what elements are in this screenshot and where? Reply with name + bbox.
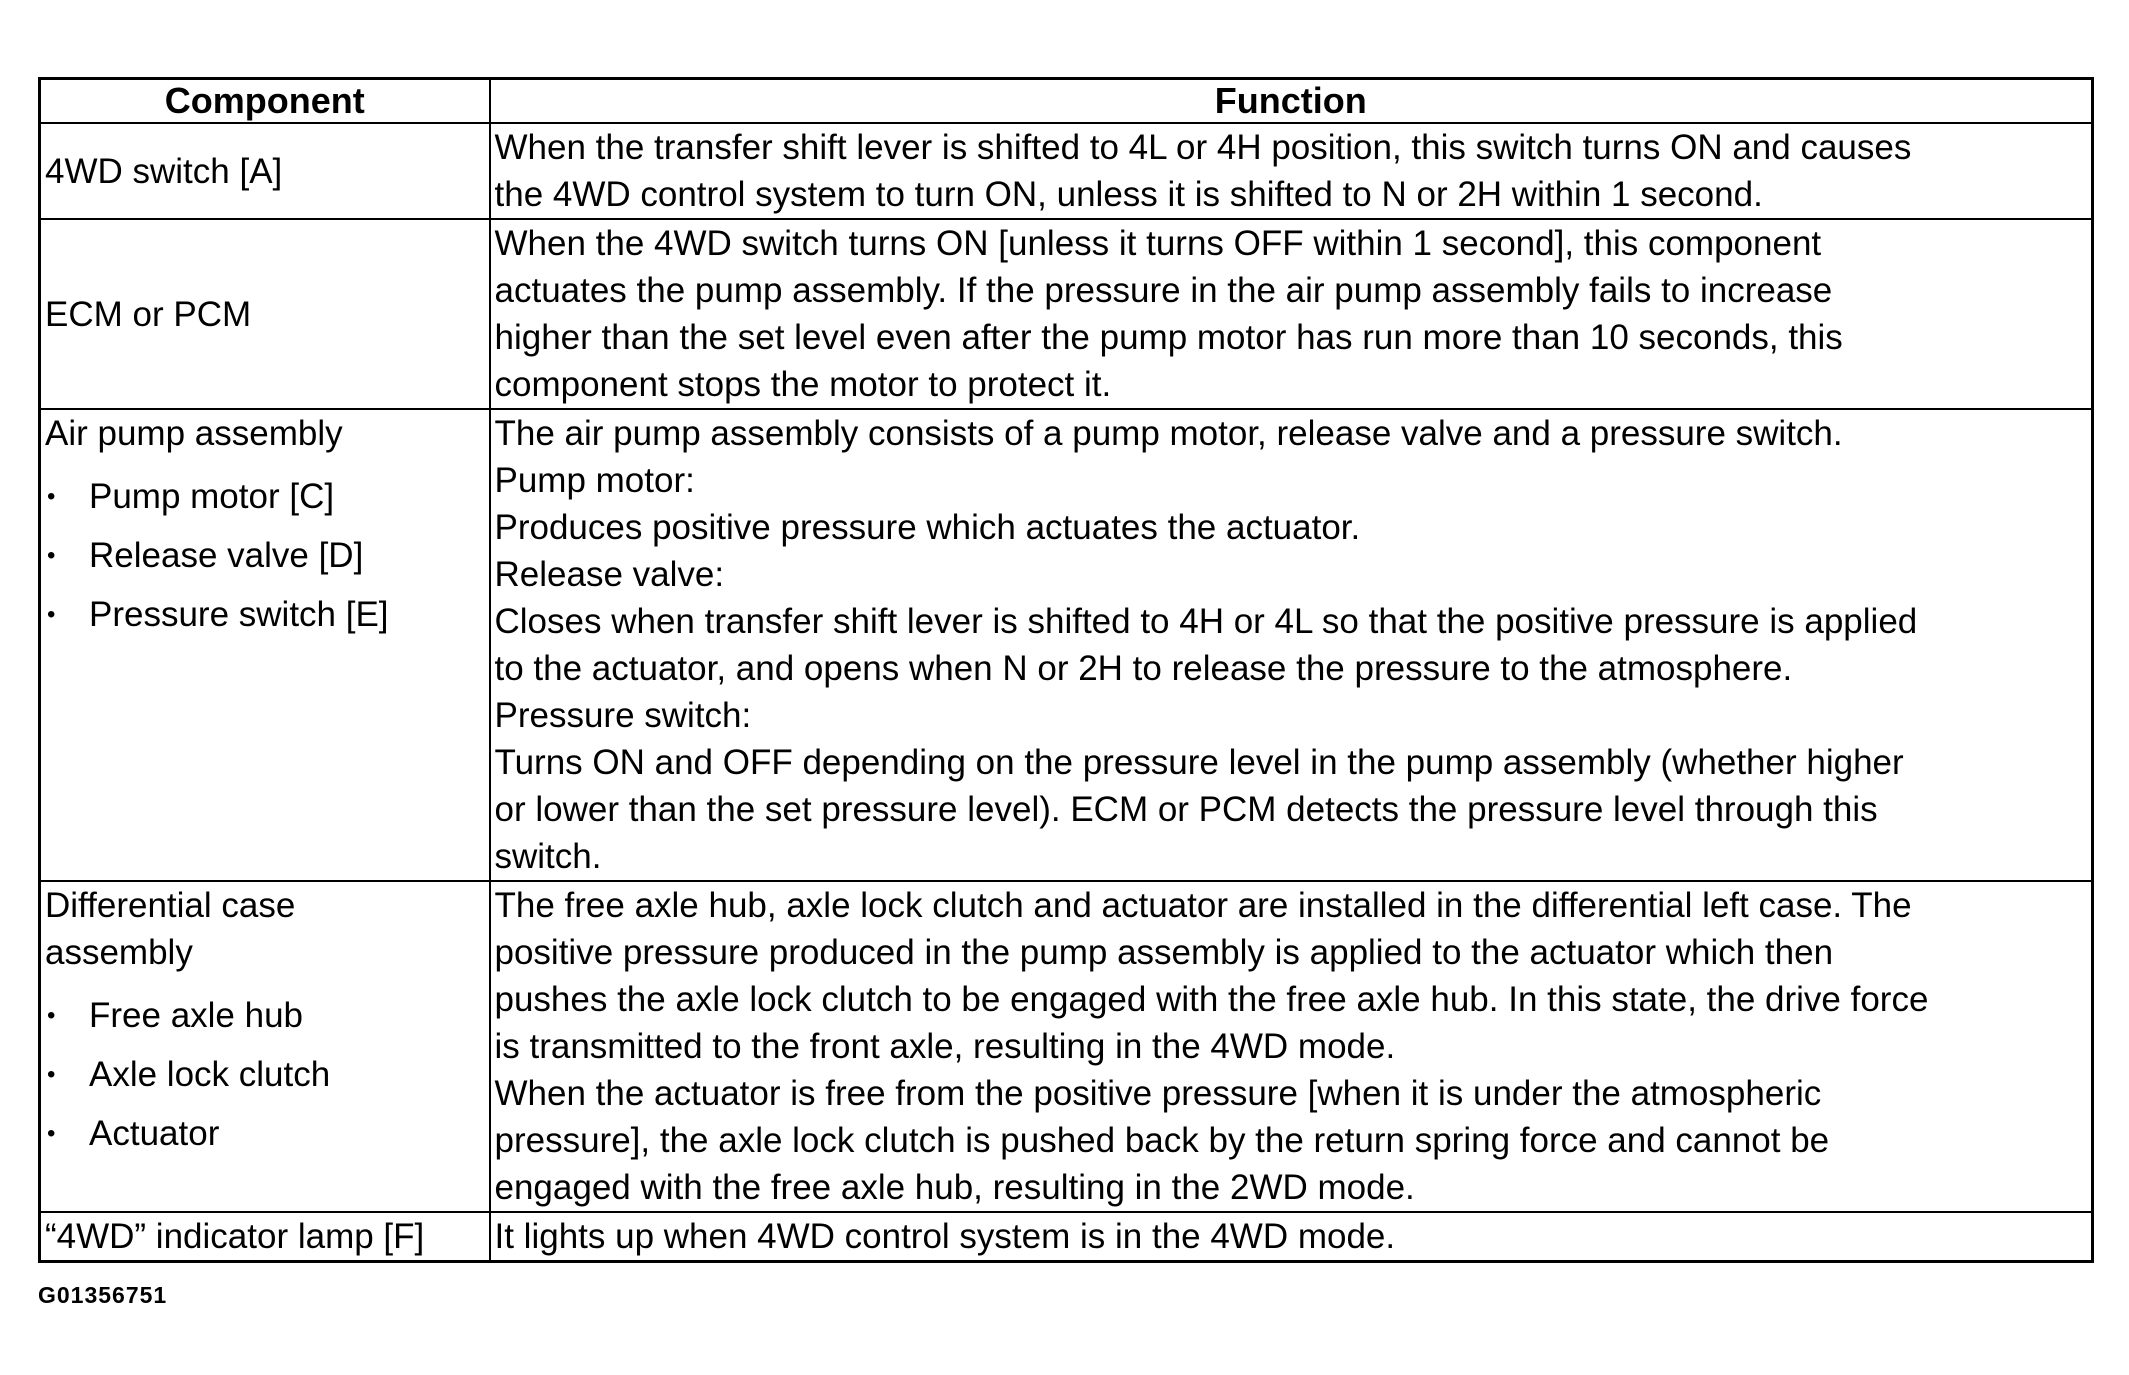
subcomponent-list: [45, 986, 485, 1163]
function-line: to the actuator, and opens when N or 2H to release the pressure to the atmosphere.: [494, 649, 1793, 688]
function-line: Pressure switch:: [494, 696, 752, 735]
component-function-table: [38, 77, 2094, 1263]
function-line: or lower than the set pressure level). ECM or PCM detects the pressure level through this: [494, 790, 1878, 829]
header-component: Component: [40, 79, 490, 124]
function-line: Closes when transfer shift lever is shifted to 4H or 4L so that the positive pressure is applied: [494, 602, 1918, 641]
function-line: is transmitted to the front axle, resulting in the 4WD mode.: [494, 1027, 1396, 1066]
function-line: Produces positive pressure which actuates the actuator.: [494, 508, 1361, 547]
function-line: pushes the axle lock clutch to be engaged with the free axle hub. In this state, the drive force: [494, 980, 1929, 1019]
function-line: Release valve:: [494, 555, 725, 594]
component-name: “4WD” indicator lamp [F]: [45, 1217, 425, 1256]
figure-id: G01356751: [38, 1282, 168, 1308]
header-function: Function: [490, 79, 2093, 124]
function-line: higher than the set level even after the pump motor has run more than 10 seconds, this: [494, 318, 1843, 357]
table-row-differential-case-assembly: [40, 881, 2093, 1212]
function-line: actuates the pump assembly. If the pressure in the air pump assembly fails to increase: [494, 271, 1833, 310]
component-name-line: assembly: [45, 933, 193, 972]
function-line: component stops the motor to protect it.: [494, 365, 1112, 404]
list-item: • Axle lock clutch: [45, 1045, 485, 1104]
component-cell: [40, 123, 490, 219]
function-line: When the 4WD switch turns ON [unless it turns OFF within 1 second], this component: [494, 224, 1822, 263]
component-cell: [40, 409, 490, 881]
table-header-row: [40, 79, 2093, 124]
function-cell: [490, 409, 2093, 881]
function-cell: [490, 219, 2093, 409]
list-item: • Pump motor [C]: [45, 467, 485, 526]
function-line: When the transfer shift lever is shifted to 4L or 4H position, this switch turns ON and causes: [494, 128, 1912, 167]
list-item: • Release valve [D]: [45, 526, 485, 585]
component-name: ECM or PCM: [45, 294, 252, 334]
table-row-ecm-pcm: [40, 219, 2093, 409]
table-row-4wd-indicator-lamp: [40, 1212, 2093, 1262]
component-name-line: Differential case: [45, 886, 296, 925]
function-line: positive pressure produced in the pump assembly is applied to the actuator which then: [494, 933, 1834, 972]
function-line: It lights up when 4WD control system is in the 4WD mode.: [494, 1217, 1396, 1256]
component-cell: [40, 881, 490, 1212]
table-row-4wd-switch: [40, 123, 2093, 219]
function-line: The air pump assembly consists of a pump motor, release valve and a pressure switch.: [494, 414, 1843, 453]
component-name: 4WD switch [A]: [45, 151, 283, 191]
function-line: When the actuator is free from the positive pressure [when it is under the atmospheric: [494, 1074, 1822, 1113]
list-item: • Pressure switch [E]: [45, 585, 485, 644]
function-cell: [490, 1212, 2093, 1262]
function-line: engaged with the free axle hub, resulting in the 2WD mode.: [494, 1168, 1415, 1207]
list-item: • Actuator: [45, 1104, 485, 1163]
list-item: • Free axle hub: [45, 986, 485, 1045]
function-line: the 4WD control system to turn ON, unless it is shifted to N or 2H within 1 second.: [494, 175, 1763, 214]
function-line: switch.: [494, 837, 602, 876]
component-cell: [40, 1212, 490, 1262]
subcomponent-list: [45, 467, 485, 644]
function-line: The free axle hub, axle lock clutch and actuator are installed in the differential left case. The: [494, 886, 1912, 925]
component-name: Air pump assembly: [45, 414, 343, 453]
function-line: Turns ON and OFF depending on the pressure level in the pump assembly (whether higher: [494, 743, 1904, 782]
component-cell: [40, 219, 490, 409]
table-row-air-pump-assembly: [40, 409, 2093, 881]
function-cell: [490, 123, 2093, 219]
function-cell: [490, 881, 2093, 1212]
function-line: pressure], the axle lock clutch is pushed back by the return spring force and cannot be: [494, 1121, 1830, 1160]
function-line: Pump motor:: [494, 461, 695, 500]
